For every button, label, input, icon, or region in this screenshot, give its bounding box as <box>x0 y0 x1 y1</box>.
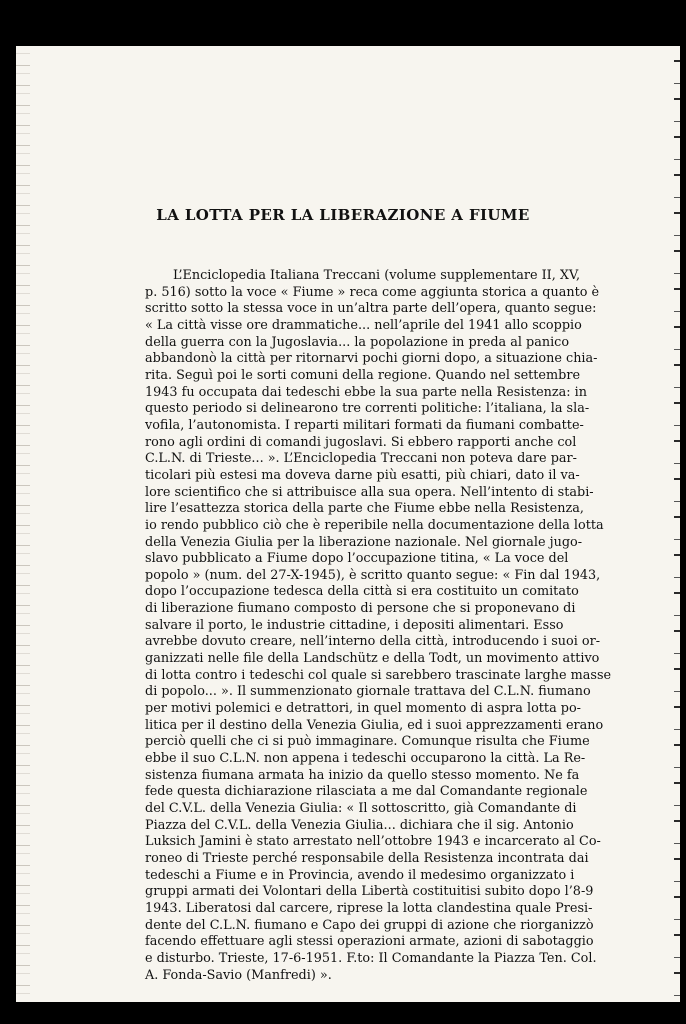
text-line: fede questa dichiarazione rilasciata a me dal Comandante regionale <box>145 784 588 800</box>
text-line: rita. Seguì poi le sorti comuni della regione. Quando nel settembre <box>145 367 581 383</box>
text-line: per motivi polemici e detrattori, in quel momento di aspra lotta po- <box>145 701 581 717</box>
text-line: facendo effettuare agli stessi operazioni armate, azioni di sabotaggio <box>145 934 594 950</box>
text-line: gruppi armati dei Volontari della Libertà costituitisi subito dopo l’8-9 <box>145 884 594 900</box>
page-edge <box>674 46 680 1002</box>
text-line: di popolo... ». Il summenzionato giornale trattava del C.L.N. fiumano <box>145 684 591 700</box>
chapter-title: LA LOTTA PER LA LIBERAZIONE A FIUME <box>156 206 530 224</box>
text-line: 1943 fu occupata dai tedeschi ebbe la sua parte nella Resistenza: in <box>145 384 588 400</box>
text-line: A. Fonda-Savio (Manfredi) ». <box>145 967 332 983</box>
text-line: litica per il destino della Venezia Giulia, ed i suoi apprezzamenti erano <box>145 717 604 733</box>
text-line: L’Enciclopedia Italiana Treccani (volume supplementare II, XV, <box>173 268 581 283</box>
text-line: perciò quelli che ci si può immaginare. Comunque risulta che Fiume <box>145 734 590 750</box>
text-line: salvare il porto, le industrie cittadine, i depositi alimentari. Esso <box>145 617 564 633</box>
text-line: della guerra con la Jugoslavia... la popolazione in preda al panico <box>145 334 570 350</box>
text-line: ticolari più estesi ma doveva darne più esatti, più chiari, dato il va- <box>145 467 580 483</box>
text-line: sistenza fiumana armata ha inizio da quello stesso momento. Ne fa <box>145 767 580 783</box>
text-line: 1943. Liberatosi dal carcere, riprese la lotta clandestina quale Presi- <box>145 900 593 916</box>
text-line: avrebbe dovuto creare, nell’interno della città, introducendo i suoi or- <box>145 634 601 650</box>
text-line: e disturbo. Trieste, 17-6-1951. F.to: Il Comandante la Piazza Ten. Col. <box>145 950 597 966</box>
body-paragraph <box>145 268 612 984</box>
text-line: p. 516) sotto la voce « Fiume » reca come aggiunta storica a quanto è <box>145 284 600 300</box>
text-line: lore scientifico che si attribuisce alla sua opera. Nell’intento di stabi- <box>145 484 594 500</box>
text-line: io rendo pubblico ciò che è reperibile nella documentazione della lotta <box>145 517 604 533</box>
text-line: slavo pubblicato a Fiume dopo l’occupazione titina, « La voce del <box>145 551 569 567</box>
text-line: di lotta contro i tedeschi col quale si sarebbero trascinate larghe masse <box>145 667 612 683</box>
text-line: abbandonò la città per ritornarvi pochi giorni dopo, a situazione chia- <box>145 351 598 367</box>
text-line: ebbe il suo C.L.N. non appena i tedeschi occuparono la città. La Re- <box>145 751 586 767</box>
text-line: della Venezia Giulia per la liberazione nazionale. Nel giornale jugo- <box>145 534 583 550</box>
text-line: tedeschi a Fiume e in Provincia, avendo il medesimo organizzato i <box>145 867 575 883</box>
text-line: Piazza del C.V.L. della Venezia Giulia... dichiara che il sig. Antonio <box>145 817 574 833</box>
text-line: scritto sotto la stessa voce in un’altra parte dell’opera, quanto segue: <box>145 301 597 317</box>
text-line: vofila, l’autonomista. I reparti militari formati da fiumani combatte- <box>145 417 584 433</box>
text-line: roneo di Trieste perché responsabile della Resistenza incontrata dai <box>145 850 589 866</box>
text-line: lire l’esattezza storica della parte che Fiume ebbe nella Resistenza, <box>145 501 584 517</box>
text-line: « La città visse ore drammatiche... nell’aprile del 1941 allo scoppio <box>145 317 582 333</box>
page-gutter <box>16 46 30 1002</box>
text-line: dente del C.L.N. fiumano e Capo dei gruppi di azione che riorganizzò <box>145 917 594 933</box>
text-line: ganizzati nelle file della Landschütz e della Todt, un movimento attivo <box>145 651 600 667</box>
text-line: popolo » (num. del 27-X-1945), è scritto quanto segue: « Fin dal 1943, <box>145 567 601 583</box>
text-line: C.L.N. di Trieste... ». L’Enciclopedia Treccani non poteva dare par- <box>145 451 577 467</box>
text-line: rono agli ordini di comandi jugoslavi. Si ebbero rapporti anche col <box>145 434 577 450</box>
text-line: di liberazione fiumano composto di persone che si proponevano di <box>145 601 576 617</box>
text-line: dopo l’occupazione tedesca della città si era costituito un comitato <box>145 584 579 600</box>
text-line: questo periodo si delinearono tre correnti politiche: l’italiana, la sla- <box>145 401 590 417</box>
text-line: Luksich Jamini è stato arrestato nell’ottobre 1943 e incarcerato al Co- <box>145 834 601 850</box>
text-line: del C.V.L. della Venezia Giulia: « Il sottoscritto, già Comandante di <box>145 801 577 816</box>
